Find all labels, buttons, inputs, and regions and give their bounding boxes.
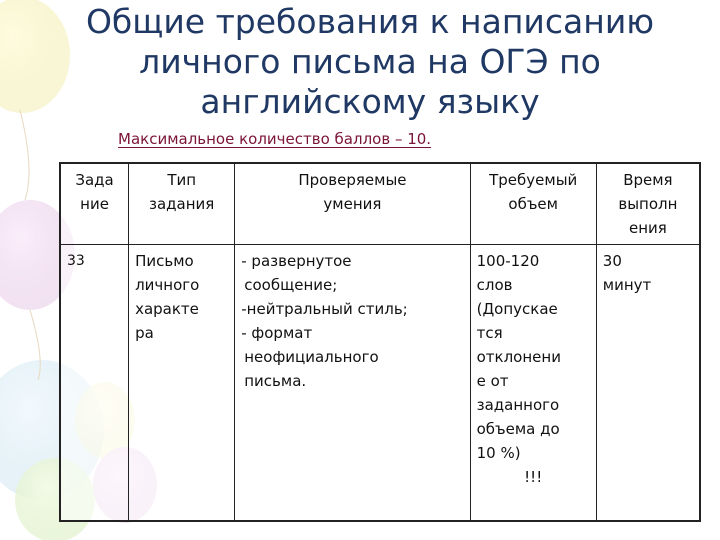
header-skills: Проверяемые умения	[235, 163, 470, 245]
header-type: Тип задания	[129, 163, 235, 245]
cell-volume: 100-120 слов (Допускае тся отклонени е от заданного объема до 10 %) !!!	[470, 245, 596, 522]
cell-task-type: Письмо личного характе ра	[129, 245, 235, 522]
cell-task-number: 33	[60, 245, 129, 522]
header-task: Зада ние	[60, 163, 129, 245]
title-line-3: английскому языку	[200, 82, 540, 121]
header-volume: Требуемый объем	[470, 163, 596, 245]
title-line-2: личного письма на ОГЭ по	[139, 42, 601, 81]
header-time: Время выполн ения	[596, 163, 700, 245]
max-score-note: Максимальное количество баллов – 10.	[118, 130, 432, 148]
table-header-row	[60, 163, 700, 245]
emphasis-marks: !!!	[524, 468, 543, 486]
page-title	[40, 2, 700, 122]
title-line-1: Общие требования к написанию	[85, 2, 655, 41]
requirements-table	[59, 162, 701, 522]
cell-time: 30 минут	[596, 245, 700, 522]
cell-skills: - развернутое сообщение; -нейтральный стиль; - формат неофициального письма.	[235, 245, 470, 522]
table-row	[60, 245, 700, 522]
